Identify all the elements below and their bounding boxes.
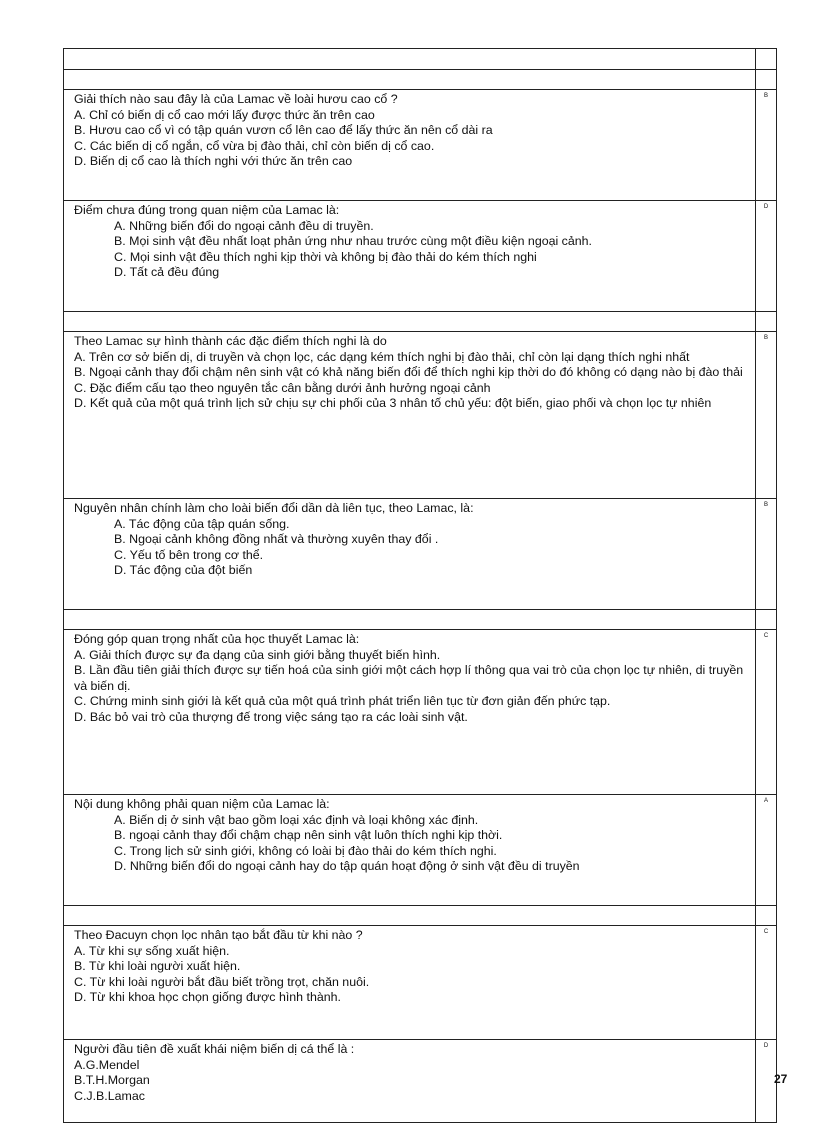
answer-option: D. Bác bỏ vai trò của thượng đế trong việc sáng tạo ra các loài sinh vật.: [74, 709, 468, 724]
question-cell: [64, 201, 756, 312]
question-cell: [64, 499, 756, 610]
question-row: [64, 201, 777, 312]
question-stem: Nội dung không phải quan niệm của Lamac là:: [74, 797, 330, 811]
question-row: [64, 795, 777, 906]
answer-option: B. Ngoại cảnh không đồng nhất và thường xuyên thay đổi .: [114, 532, 439, 546]
question-row: [64, 1040, 777, 1123]
answer-key-cell: [756, 499, 777, 610]
answer-option: D. Biến dị cổ cao là thích nghi với thức ăn trên cao: [74, 154, 353, 168]
spacer-row: [64, 906, 777, 926]
answer-key-cell: [756, 906, 777, 926]
answer-option: B. ngoại cảnh thay đổi chậm chạp nên sinh vật luôn thích nghi kịp thời.: [114, 828, 503, 842]
answer-option: B. Từ khi loài người xuất hiện.: [74, 959, 241, 973]
answer-key: D: [763, 204, 769, 210]
answer-option: A. Tác động của tập quán sống.: [114, 516, 290, 531]
answer-key-cell: [756, 201, 777, 312]
answer-key: B: [763, 335, 768, 341]
spacer-cell: [64, 70, 756, 90]
question-row: [64, 90, 777, 201]
answer-option: C. Đặc điểm cấu tạo theo nguyên tắc cân bằng dưới ảnh hưởng ngoại cảnh: [74, 380, 491, 395]
answer-option: A. Từ khi sự sống xuất hiện.: [74, 943, 230, 958]
answer-option: D. Tất cả đều đúng: [114, 265, 220, 279]
spacer-cell: [64, 49, 756, 70]
spacer-row: [64, 49, 777, 70]
answer-key-cell: [756, 312, 777, 332]
spacer-row: [64, 610, 777, 630]
answer-key: D: [763, 1043, 769, 1049]
answer-key-cell: [756, 332, 777, 499]
answer-option: D. Kết quả của một quá trình lịch sử chịu sự chi phối của 3 nhân tố chủ yếu: đột biến, giao phối và chọn lọc tự nhiên: [74, 396, 712, 410]
answer-option: A. Chỉ có biến dị cổ cao mới lấy được thức ăn trên cao: [74, 107, 375, 122]
spacer-cell: [64, 312, 756, 332]
answer-key-cell: [756, 90, 777, 201]
answer-option: C. Từ khi loài người bắt đầu biết trồng trọt, chăn nuôi.: [74, 974, 370, 989]
answer-option: B. Lần đầu tiên giải thích được sự tiến hoá của sinh giới một cách hợp lí thông qua vai trò của chọn lọc tự nhiên, di truyền và biến dị.: [74, 663, 744, 693]
answer-option: A. Biến dị ở sinh vật bao gồm loại xác định và loại không xác định.: [114, 812, 479, 827]
question-stem: Người đầu tiên đề xuất khái niệm biến dị cá thể là :: [74, 1042, 355, 1056]
answer-key: C: [763, 929, 769, 935]
question-row: [64, 926, 777, 1040]
question-stem: Theo Lamac sự hình thành các đặc điểm thích nghi là do: [74, 334, 387, 348]
answer-key-cell: [756, 610, 777, 630]
spacer-cell: [64, 906, 756, 926]
answer-key-cell: [756, 926, 777, 1040]
question-cell: [64, 332, 756, 499]
answer-key-cell: [756, 70, 777, 90]
spacer-row: [64, 312, 777, 332]
question-cell: [64, 795, 756, 906]
answer-option: D. Từ khi khoa học chọn giống được hình thành.: [74, 990, 341, 1004]
answer-option: B. Mọi sinh vật đều nhất loạt phản ứng như nhau trước cùng một điều kiện ngoại cảnh.: [114, 234, 592, 248]
answer-option: B.T.H.Morgan: [74, 1073, 150, 1087]
answer-option: A.G.Mendel: [74, 1057, 140, 1072]
answer-key: A: [763, 798, 768, 804]
answer-option: C. Chứng minh sinh giới là kết quả của một quá trình phát triển liên tục từ đơn giản đến phức tạp.: [74, 694, 611, 708]
question-cell: [64, 90, 756, 201]
answer-option: C. Trong lịch sử sinh giới, không có loài bị đào thải do kém thích nghi.: [114, 843, 497, 858]
question-stem: Điểm chưa đúng trong quan niệm của Lamac là:: [74, 203, 340, 217]
question-stem: Nguyên nhân chính làm cho loài biến đổi dần dà liên tục, theo Lamac, là:: [74, 501, 474, 515]
answer-option: D. Tác động của đột biến: [114, 563, 253, 577]
answer-option: A. Trên cơ sở biến dị, di truyền và chọn lọc, các dạng kém thích nghi bị đào thải, chỉ còn lại dạng thích nghi nhất: [74, 349, 690, 364]
question-row: [64, 332, 777, 499]
question-table: [63, 48, 777, 1123]
question-cell: [64, 1040, 756, 1123]
question-stem: Theo Đacuyn chọn lọc nhân tạo bắt đầu từ khi nào ?: [74, 928, 363, 942]
spacer-row: [64, 70, 777, 90]
answer-option: B. Ngoại cảnh thay đổi chậm nên sinh vật có khả năng biến đổi để thích nghi kịp thời do đó không có dạng nào bị đào thải: [74, 365, 743, 379]
answer-key-cell: [756, 795, 777, 906]
answer-option: C. Mọi sinh vật đều thích nghi kịp thời và không bị đào thải do kém thích nghi: [114, 249, 537, 264]
question-row: [64, 630, 777, 795]
answer-option: B. Hươu cao cổ vì có tập quán vươn cổ lên cao để lấy thức ăn nên cổ dài ra: [74, 123, 493, 137]
answer-option: A. Những biến đổi do ngoại cảnh đều di truyền.: [114, 218, 374, 233]
question-cell: [64, 926, 756, 1040]
answer-option: D. Những biến đổi do ngoại cảnh hay do tập quán hoạt động ở sinh vật đều di truyền: [114, 859, 580, 873]
question-row: [64, 499, 777, 610]
question-cell: [64, 630, 756, 795]
answer-option: C. Các biến dị cổ ngắn, cổ vừa bị đào thải, chỉ còn biến dị cổ cao.: [74, 138, 435, 153]
answer-key: B: [763, 502, 768, 508]
answer-key-cell: [756, 630, 777, 795]
answer-option: C. Yếu tố bên trong cơ thể.: [114, 547, 264, 562]
answer-key: C: [763, 633, 769, 639]
question-table-body: [64, 49, 777, 1123]
answer-key: B: [763, 93, 768, 99]
question-stem: Đóng góp quan trọng nhất của học thuyết Lamac là:: [74, 632, 360, 646]
spacer-cell: [64, 610, 756, 630]
answer-option: C.J.B.Lamac: [74, 1088, 145, 1103]
question-stem: Giải thích nào sau đây là của Lamac về loài hươu cao cổ ?: [74, 92, 398, 106]
answer-key-cell: [756, 49, 777, 70]
page-number: 27: [774, 1072, 788, 1086]
answer-option: A. Giải thích được sự đa dạng của sinh giới bằng thuyết biến hình.: [74, 647, 441, 662]
